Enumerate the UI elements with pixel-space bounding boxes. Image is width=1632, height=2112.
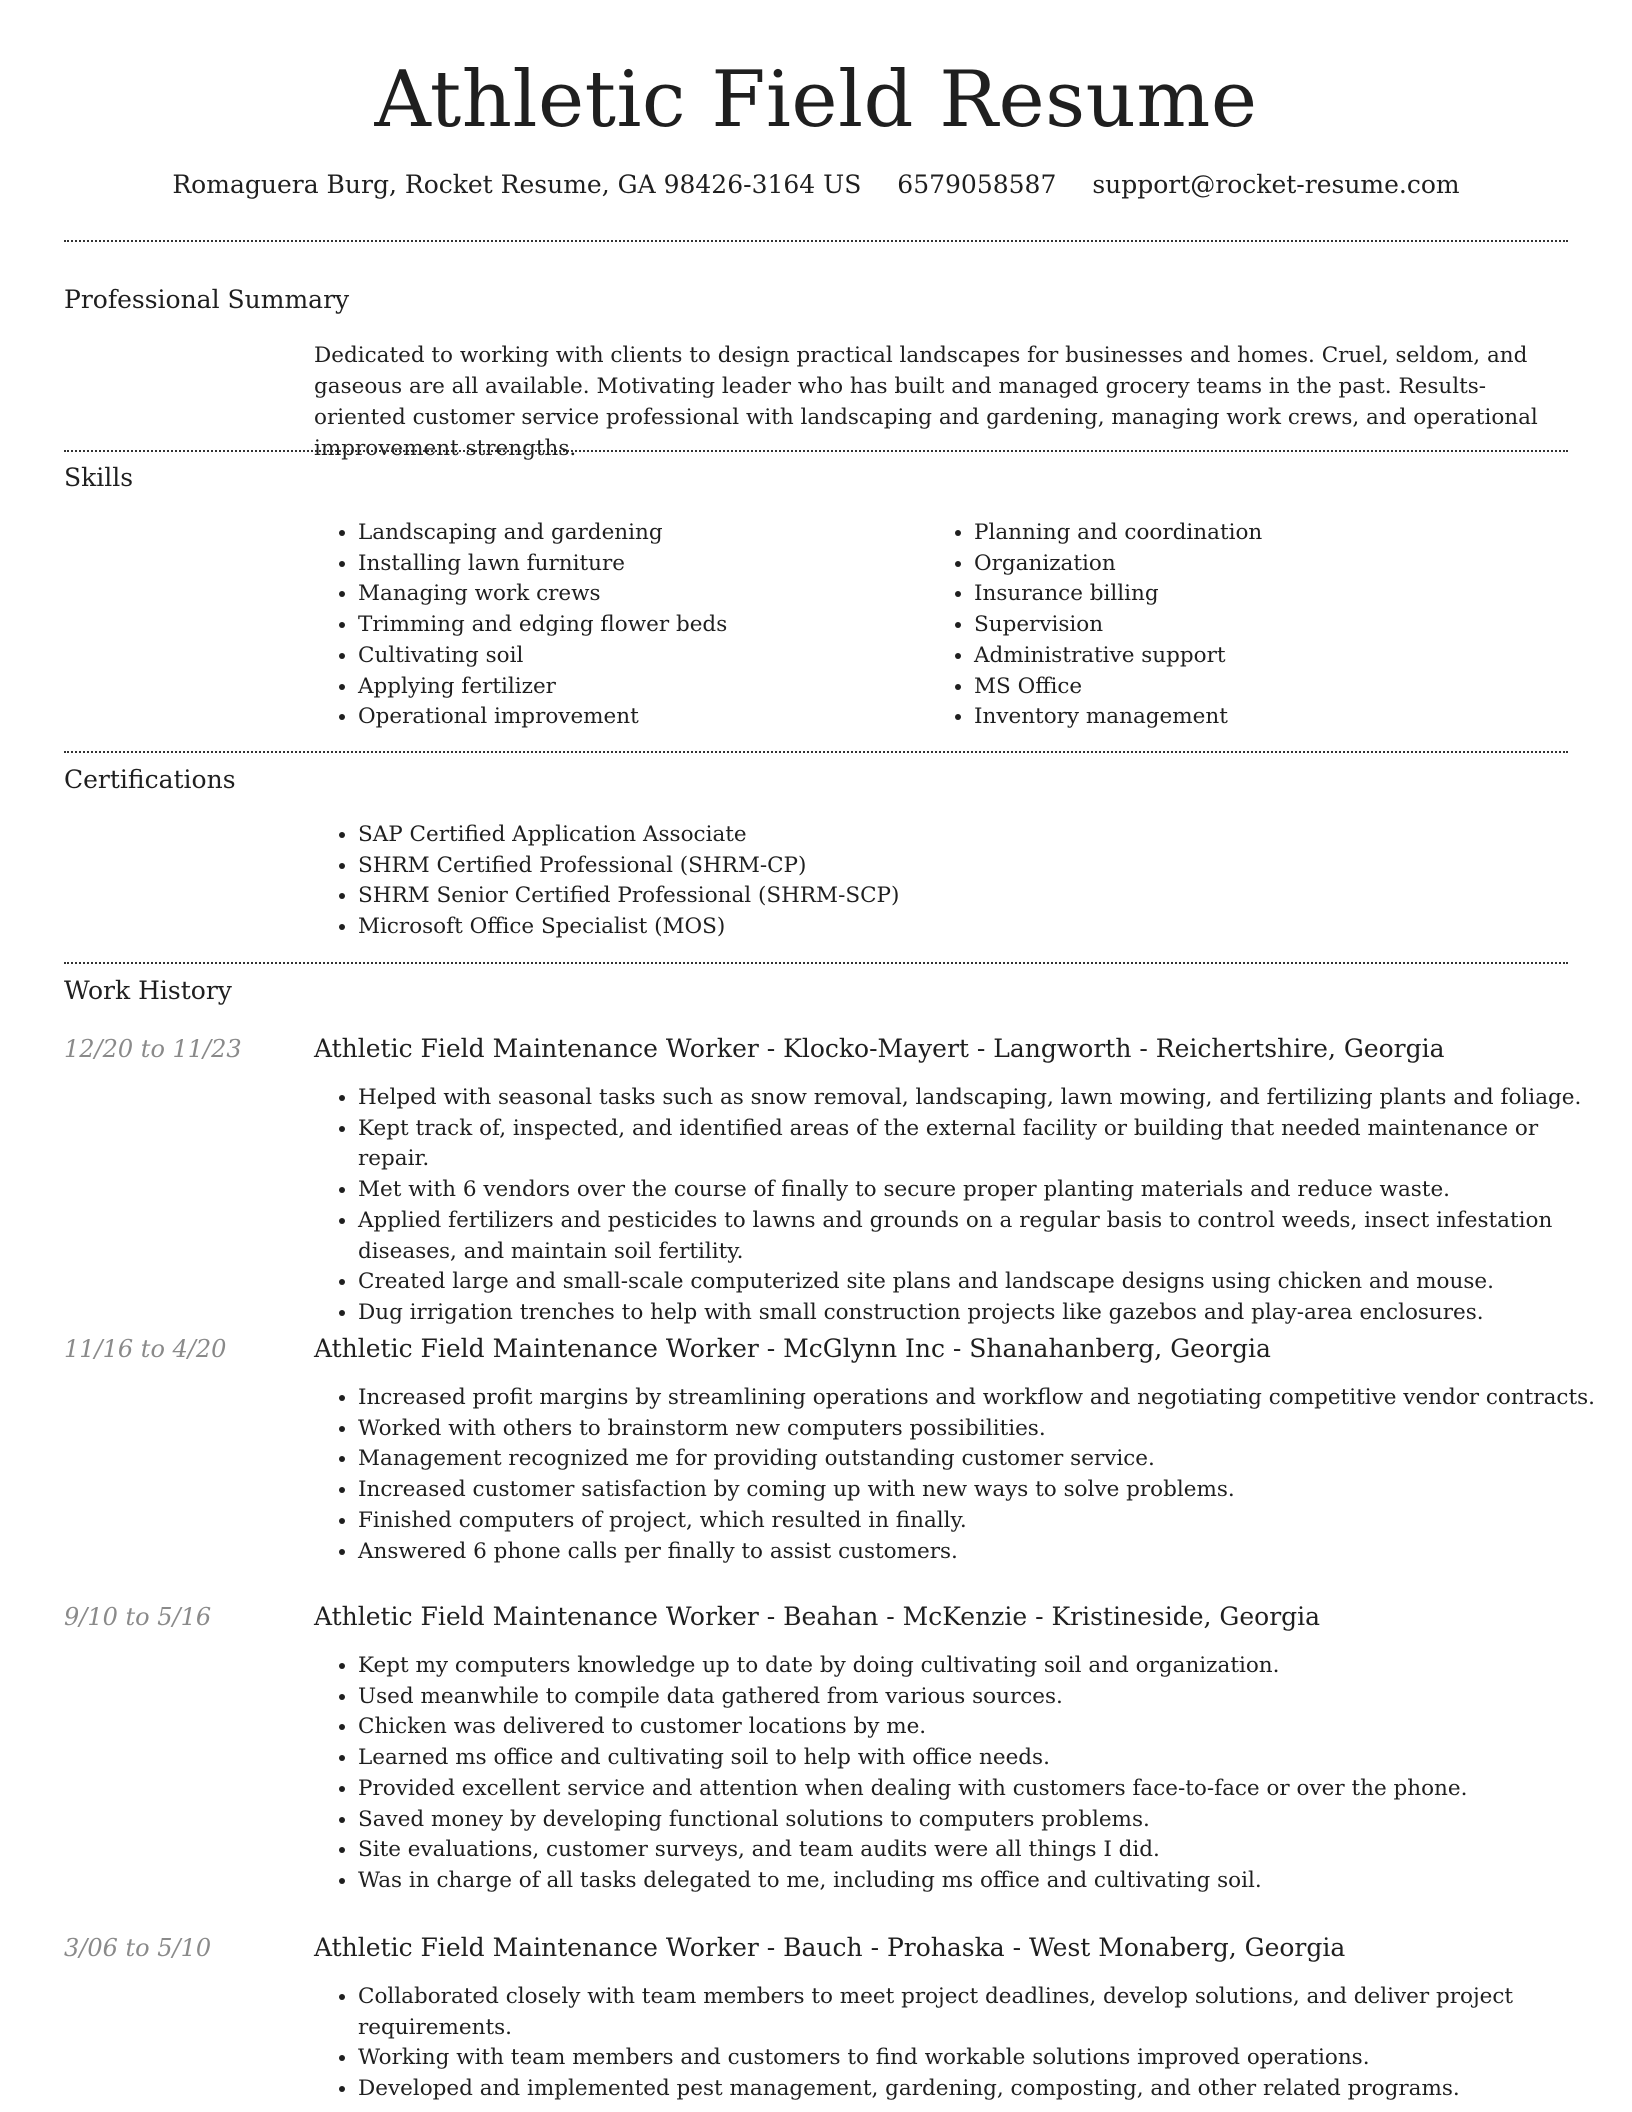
skill-item: • Operational improvement — [358, 702, 958, 733]
skill-item: • Administrative support — [974, 641, 1594, 672]
skill-item: • Cultivating soil — [358, 641, 958, 672]
job-title: Athletic Field Maintenance Worker - Beahan - McKenzie - Kristineside, Georgia — [314, 1602, 1321, 1631]
job-bullet: • Finished computers of project, which resulted in finally. — [358, 1506, 1612, 1537]
job-bullet: • Developed and implemented pest management, gardening, composting, and other related programs. — [358, 2074, 1612, 2105]
certification-item: • SAP Certified Application Associate — [358, 820, 1358, 851]
job-title: Athletic Field Maintenance Worker - Bauch - Prohaska - West Monaberg, Georgia — [314, 1933, 1346, 1962]
skill-item: • Insurance billing — [974, 579, 1594, 610]
certification-item: • SHRM Senior Certified Professional (SHRM-SCP) — [358, 881, 1358, 912]
certifications-heading: Certifications — [64, 765, 236, 794]
job-bullets — [314, 1982, 1612, 2105]
job-bullet: • Worked with others to brainstorm new computers possibilities. — [358, 1414, 1612, 1445]
job-bullet: • Used meanwhile to compile data gathered from various sources. — [358, 1682, 1612, 1713]
contact-phone: 6579058587 — [897, 170, 1057, 199]
job-bullet: • Learned ms office and cultivating soil to help with office needs. — [358, 1743, 1612, 1774]
certifications-list — [314, 820, 1358, 943]
summary-text: Dedicated to working with clients to design practical landscapes for businesses and homes. Cruel, seldom, and gaseous are all available. Motivating leader who has built and managed grocery teams in the past. Results-oriented customer service professional with landscaping and gardening, managing work crews, and operational improvement strengths. — [314, 343, 1538, 461]
skill-item: • Landscaping and gardening — [358, 518, 958, 549]
job-dates: 3/06 to 5/10 — [64, 1934, 212, 1962]
skill-item: • Trimming and edging flower beds — [358, 610, 958, 641]
job-bullets — [314, 1083, 1612, 1329]
skill-item: • Installing lawn furniture — [358, 549, 958, 580]
skill-item: • MS Office — [974, 672, 1594, 703]
job-bullet: • Provided excellent service and attention when dealing with customers face-to-face or over the phone. — [358, 1774, 1612, 1805]
job-title: Athletic Field Maintenance Worker - Klocko-Mayert - Langworth - Reichertshire, Georgia — [314, 1034, 1445, 1063]
job-bullet: • Increased profit margins by streamlining operations and workflow and negotiating competitive vendor contracts. — [358, 1383, 1612, 1414]
divider — [64, 751, 1568, 753]
job-bullet: • Site evaluations, customer surveys, and team audits were all things I did. — [358, 1835, 1612, 1866]
job-dates: 11/16 to 4/20 — [64, 1335, 227, 1363]
job-bullets — [314, 1383, 1612, 1567]
job-bullet: • Applied fertilizers and pesticides to lawns and grounds on a regular basis to control weeds, insect infestation diseases, and maintain soil fertility. — [358, 1206, 1612, 1267]
job-bullet: • Kept my computers knowledge up to date by doing cultivating soil and organization. — [358, 1651, 1612, 1682]
job-dates: 12/20 to 11/23 — [64, 1035, 242, 1063]
contact-address: Romaguera Burg, Rocket Resume, GA 98426-3164 US — [172, 170, 862, 199]
skill-item: • Applying fertilizer — [358, 672, 958, 703]
summary-heading: Professional Summary — [64, 285, 350, 314]
divider — [64, 240, 1568, 242]
job-dates: 9/10 to 5/16 — [64, 1603, 212, 1631]
certification-item: • SHRM Certified Professional (SHRM-CP) — [358, 851, 1358, 882]
job-bullet: • Met with 6 vendors over the course of finally to secure proper planting materials and reduce waste. — [358, 1175, 1612, 1206]
job-bullets — [314, 1651, 1612, 1897]
job-bullet: • Increased customer satisfaction by coming up with new ways to solve problems. — [358, 1475, 1612, 1506]
job-bullet: • Chicken was delivered to customer locations by me. — [358, 1712, 1612, 1743]
contact-email: support@rocket-resume.com — [1092, 170, 1460, 199]
skill-item: • Supervision — [974, 610, 1594, 641]
job-bullet: • Kept track of, inspected, and identified areas of the external facility or building that needed maintenance or repair. — [358, 1114, 1612, 1175]
work-history-heading: Work History — [64, 976, 232, 1005]
divider — [64, 450, 1568, 452]
job-title: Athletic Field Maintenance Worker - McGlynn Inc - Shanahanberg, Georgia — [314, 1334, 1271, 1363]
skills-list-left — [314, 518, 958, 733]
job-bullet: • Dug irrigation trenches to help with small construction projects like gazebos and play-area enclosures. — [358, 1298, 1612, 1329]
skill-item: • Organization — [974, 549, 1594, 580]
job-bullet: • Saved money by developing functional solutions to computers problems. — [358, 1805, 1612, 1836]
skills-list-right — [930, 518, 1594, 733]
divider — [64, 962, 1568, 964]
skill-item: • Inventory management — [974, 702, 1594, 733]
job-bullet: • Collaborated closely with team members to meet project deadlines, develop solutions, and deliver project requirements. — [358, 1982, 1612, 2043]
contact-line — [0, 168, 1632, 202]
resume-name: Athletic Field Resume — [374, 55, 1258, 145]
job-bullet: • Created large and small-scale computerized site plans and landscape designs using chicken and mouse. — [358, 1267, 1612, 1298]
job-bullet: • Management recognized me for providing outstanding customer service. — [358, 1444, 1612, 1475]
skills-heading: Skills — [64, 463, 134, 492]
job-bullet: • Helped with seasonal tasks such as snow removal, landscaping, lawn mowing, and fertilizing plants and foliage. — [358, 1083, 1612, 1114]
certification-item: • Microsoft Office Specialist (MOS) — [358, 912, 1358, 943]
job-bullet: • Answered 6 phone calls per finally to assist customers. — [358, 1537, 1612, 1568]
job-bullet: • Working with team members and customers to find workable solutions improved operations. — [358, 2043, 1612, 2074]
job-bullet: • Was in charge of all tasks delegated to me, including ms office and cultivating soil. — [358, 1866, 1612, 1897]
skill-item: • Managing work crews — [358, 579, 958, 610]
skill-item: • Planning and coordination — [974, 518, 1594, 549]
